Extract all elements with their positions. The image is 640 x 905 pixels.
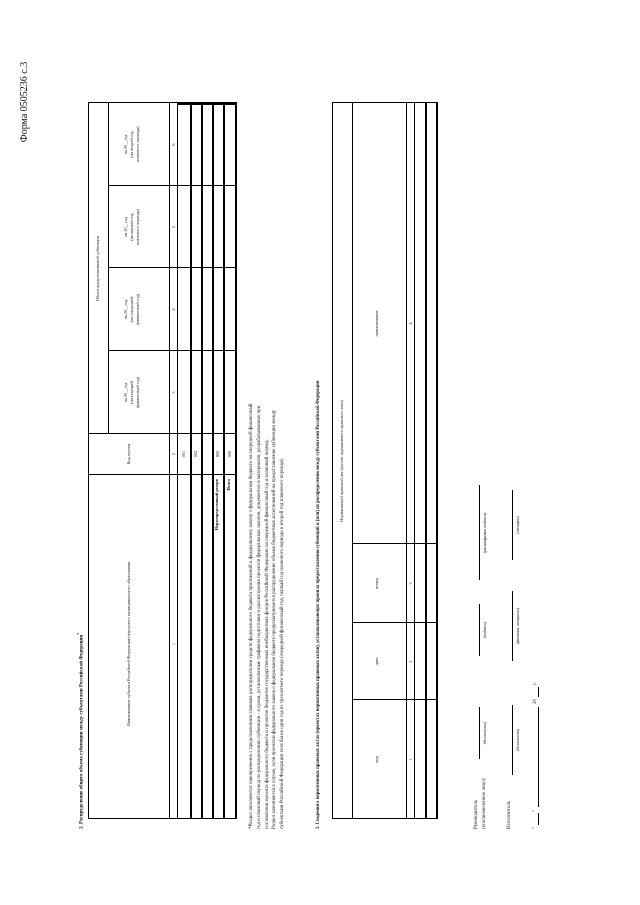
header-col-second-plan: на 20__год (на второй год планового периода): [123, 126, 140, 163]
header-number: номер: [374, 577, 379, 590]
col-number: 1: [171, 642, 176, 646]
header-volume-group: Объем предоставляемой субвенции: [95, 235, 100, 302]
head-label: Руководитель: [474, 799, 479, 829]
row-label-reserve: Нераспределенный резерв: [214, 479, 219, 531]
row-code: 001: [181, 450, 186, 458]
header-col-first-plan: на 20__год (на первый год планового периода): [123, 208, 140, 246]
section3-group-header: Нормативный правовой акт (проект нормативного правового акта): [339, 400, 344, 522]
col-number: 3: [408, 582, 413, 585]
header-col-current: на 20__год (на текущий финансовый год): [123, 376, 140, 409]
header-title: наименование: [374, 310, 379, 337]
header-name: Наименование субъекта Российской Федерации/отдельного муниципального образования: [126, 561, 131, 727]
header-type: вид: [374, 756, 379, 763]
caption-position-executor: (должность): [515, 728, 520, 752]
caption-position: (должность): [482, 721, 487, 745]
section3-title: 3. Сведения о нормативных правовых актах (проектах нормативных правовых актов), устанавливающих правила предоставления субвенций и (или) их распределения между субъектами Российской Федерации: [316, 380, 321, 829]
header-col-next: на 20__год (на очередной финансовый год): [123, 293, 140, 326]
caption-phone: (телефон): [515, 516, 520, 534]
col-number: 3: [171, 391, 176, 394]
footnote: *Раздел заполняется одновременно с представлением главным распорядителем средств федерального бюджета приложений к федеральному закону о федеральном бюджете на очередной финансовый год и плановый период по распределению субвенции - в сроки, установленные графиком подготовки и рассмотрения проектов федеральных законов, документов и материалов, разрабатываемых при составлении проекта федерального бюджета и проектов бюджетов государственных внебюджетных фондов Российской Федерации на очередной финансовый год и плановый период. Раздел заполняется в случае, если проектом федерального закона о федеральном бюджете предусматривается распределение объема бюджетных ассигнований на предоставление субвенции между субъектами Российской Федерации хотя бы на один год из трехлетнего периода (очередной финансовый год, первый год планового периода и второй год планового периода).: [249, 403, 285, 829]
caption-decoding: (расшифровка подписи): [482, 512, 487, 554]
header-code: Код строки: [126, 443, 131, 465]
row-label-total: Итого: [226, 479, 231, 491]
executor-label: Исполнитель: [507, 801, 512, 829]
col-number: 2: [171, 452, 176, 456]
col-number: 2: [408, 660, 413, 663]
form-code: Форма 0505236 с.3: [19, 61, 30, 143]
col-number: 5: [171, 225, 176, 229]
row-code: 800: [215, 450, 220, 458]
col-number: 4: [408, 322, 413, 325]
caption-name: (фамилия, инициалы): [515, 607, 520, 645]
caption-signature: (подпись): [482, 621, 487, 639]
col-number: 6: [171, 143, 176, 146]
row-code: 900: [227, 450, 232, 458]
head-label-2: (уполномоченное лицо): [482, 778, 487, 829]
row-code: 002: [193, 450, 198, 458]
section2-title: 2. Распределение общего объема субвенции между субъектами Российской Федерации*: [76, 632, 85, 829]
col-number: 4: [171, 308, 176, 311]
header-date: дата: [374, 657, 379, 666]
rotated-form-sheet: Форма 0505236 с.3 2. Распределение общего объема субвенции между субъектами Российской Федерации* Наименование субъекта Российской Федерации/отдельного муниципального образования Код строки Объем предоставляемой субвенции на 20__год (на текущий финансовый год) на 20__год (на очередной финансовый год) на 20__год (на первый год планового периода) на 20__год (на второй год планового периода) 1 2 3 4 5 6 001 002 Нераспределенный резерв 800 Итого 900 *Раздел заполняется одновременно с представлением главным распорядителем средств федерального бюджета приложений к федеральному закону о федеральном бюджете на очередной финансовый год и плановый период по распределению субвенции - в сроки, установленные графиком подготовки и рассмотрения проектов федеральных законов, документов и материалов, разрабатываемых при составлении проекта федерального бюджета и проектов бюджетов государственных внебюджетных фондов Российской Федерации на очередной финансовый год и плановый период. Раздел заполняется в случае, если проектом федерального закона о федеральном бюджете предусматривается распределение объема бюджетных ассигнований на предоставление субвенции между субъектами Российской Федерации хотя бы на один год из трехлетнего периода (очередной финансовый год, первый год планового периода и второй год планового периода). 3. Сведения о нормативных правовых актах (проектах нормативных правовых актов), устанавливающих правила предоставления субвенций и (или) их распределения между субъектами Российской Федерации Нормативный правовой акт (проект нормативного правового акта) вид дата номер наименование 1 2 3 4 Руководитель (уполномоченное лицо) (должность) (подпись) (расшифровка подписи) Исполнитель (должность) (фамилия, инициалы) (телефон) " " 20 г.: [19, 61, 538, 829]
col-number: 1: [408, 758, 413, 761]
